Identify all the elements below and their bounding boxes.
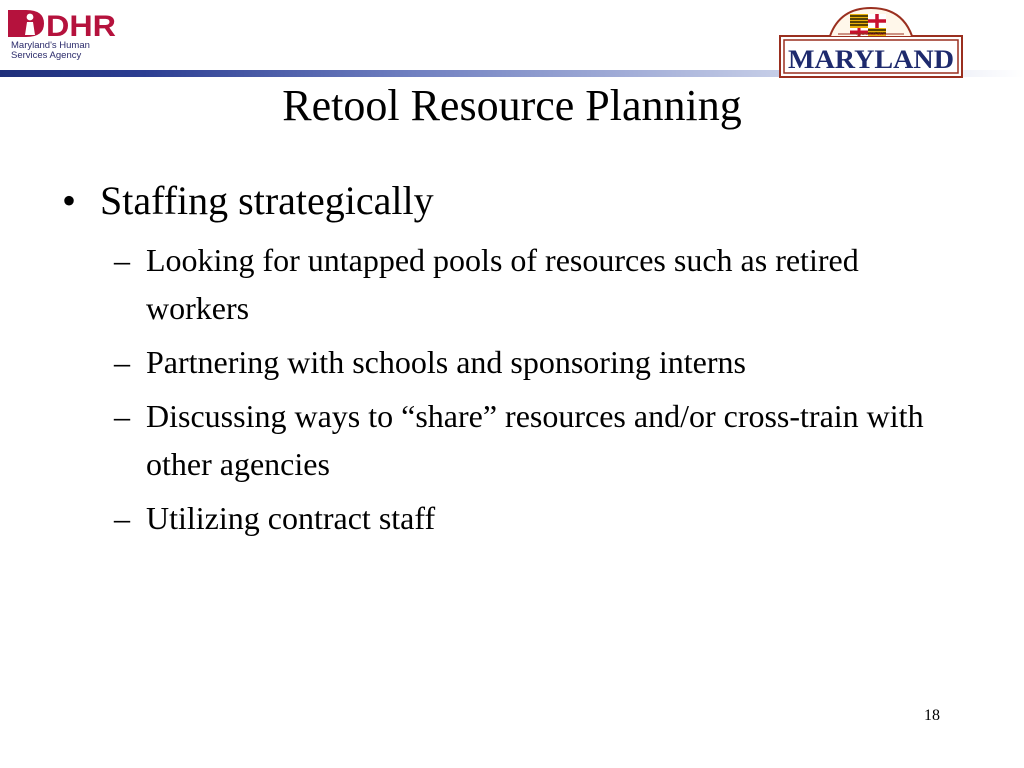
- sub-bullet-text: Looking for untapped pools of resources such as retired workers: [146, 242, 859, 326]
- bullet-text: Staffing strategically: [100, 178, 434, 223]
- sub-bullet-item: [62, 494, 962, 542]
- dhr-wordmark: DHR: [46, 10, 117, 40]
- slide-content: [62, 172, 962, 542]
- dhr-logo: [8, 8, 128, 63]
- sub-bullet-text: Utilizing contract staff: [146, 500, 436, 536]
- sub-bullet-text: Discussing ways to “share” resources and/or cross-train with other agencies: [146, 398, 924, 482]
- dash-icon: –: [114, 344, 130, 380]
- dash-icon: –: [114, 242, 130, 278]
- bullet-item: [62, 172, 962, 230]
- bullet-icon: •: [62, 178, 77, 223]
- dash-icon: –: [114, 500, 130, 536]
- dhr-logo-mark: [8, 8, 118, 40]
- sub-bullet-text: Partnering with schools and sponsoring interns: [146, 344, 746, 380]
- maryland-banner-text: FOUNDED 1634: [856, 31, 886, 36]
- maryland-logo: [778, 6, 964, 78]
- slide-title: Retool Resource Planning: [282, 81, 742, 130]
- sub-bullet-item: [62, 338, 962, 386]
- maryland-wordmark: MARYLAND: [788, 45, 954, 74]
- sub-bullet-item: [62, 392, 962, 488]
- maryland-logo-graphic: [778, 6, 964, 78]
- dhr-caption: Maryland's Human Services Agency: [11, 40, 90, 61]
- sub-bullet-item: [62, 236, 962, 332]
- page-number: 18: [924, 707, 940, 724]
- dash-icon: –: [114, 398, 130, 434]
